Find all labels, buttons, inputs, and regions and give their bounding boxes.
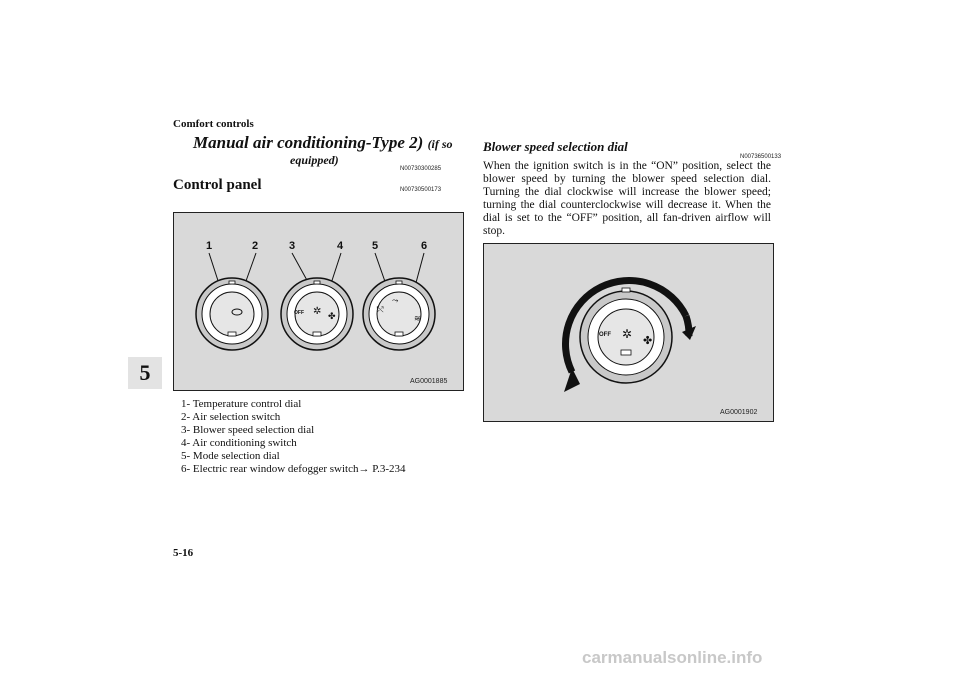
bilevel-icon: ⤳	[392, 296, 399, 305]
mode-dial	[363, 278, 435, 350]
callout-1: 1	[206, 240, 213, 252]
list-item: 3- Blower speed selection dial	[181, 424, 315, 436]
list-item: 5- Mode selection dial	[181, 450, 280, 462]
subheading-code: N00730500173	[400, 187, 442, 193]
vent-icon: ⤲	[377, 305, 384, 314]
blower-dial	[281, 278, 353, 350]
component-list	[181, 398, 406, 476]
page-number: 5-16	[173, 547, 194, 559]
blower-dial-illustration	[484, 244, 773, 421]
control-panel-figure	[173, 212, 464, 391]
blower-dial-figure	[483, 243, 774, 422]
callout-6: 6	[421, 240, 428, 252]
callout-3: 3	[289, 240, 296, 252]
figure-label: AG0001885	[410, 378, 448, 385]
figure-label: AG0001902	[720, 409, 758, 416]
callout-4: 4	[337, 240, 344, 252]
snowflake-icon: ✲	[313, 306, 322, 317]
control-panel-illustration	[174, 213, 463, 390]
fan-icon: ✤	[643, 335, 653, 347]
section-code: N00730300285	[400, 166, 442, 172]
section-title	[193, 133, 453, 153]
section-title-main: Manual air conditioning-Type 2)	[193, 133, 424, 152]
list-item: 4- Air conditioning switch	[181, 437, 297, 449]
blower-section-code: N00736500133	[740, 154, 782, 160]
blower-section-title: Blower speed selection dial	[483, 139, 628, 154]
defrost-icon: ≋	[414, 314, 421, 323]
list-item: 2- Air selection switch	[181, 411, 281, 423]
section-title-suffix-2: equipped)	[290, 153, 339, 167]
list-item: 1- Temperature control dial	[181, 398, 302, 410]
snowflake-icon: ✲	[622, 327, 633, 341]
list-item: 6- Electric rear window defogger switch→ P.3-234	[181, 463, 406, 475]
callout-2: 2	[252, 240, 259, 252]
watermark: carmanualsonline.info	[582, 648, 763, 667]
chapter-tab: 5	[128, 357, 162, 389]
blower-paragraph: When the ignition switch is in the “ON” position, select the blower speed by turning the blower speed selection dial. Turning the dial clockwise will increase the blower speed; turning the dial counterclockwise will decrease it. When the dial is set to the “OFF” position, all fan-driven airflow will stop.	[483, 160, 771, 237]
fan-icon: ✤	[328, 311, 336, 321]
running-header: Comfort controls	[173, 118, 254, 130]
blower-dial-large	[580, 288, 672, 383]
off-label: OFF	[599, 332, 611, 338]
off-label: OFF	[294, 310, 304, 316]
callout-5: 5	[372, 240, 379, 252]
temperature-dial	[196, 278, 268, 350]
section-title-suffix: (if so	[427, 137, 453, 151]
subheading: Control panel	[173, 177, 262, 193]
